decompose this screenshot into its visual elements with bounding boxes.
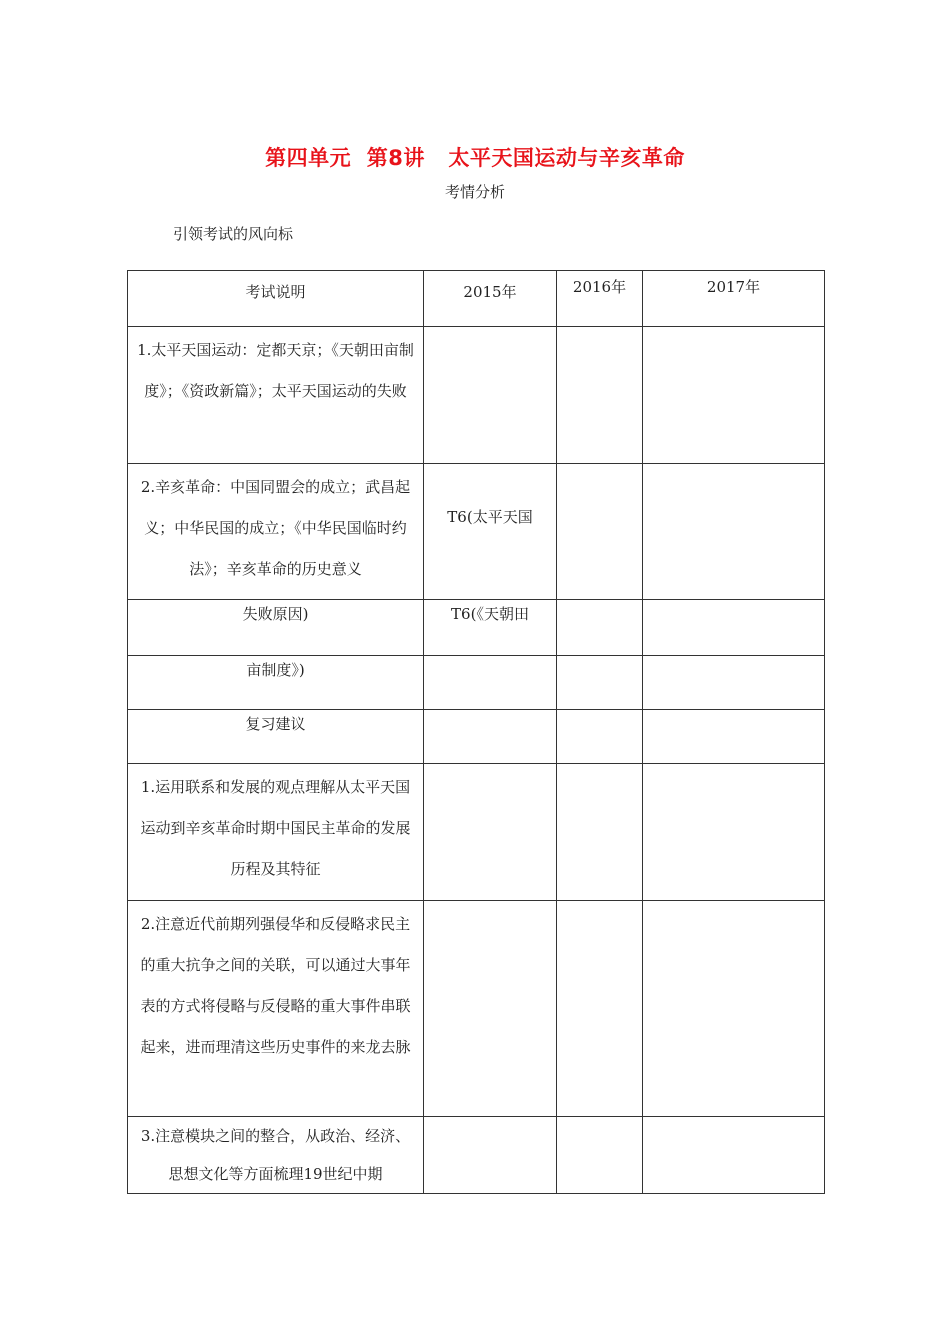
- cell-2015: T6(《天朝田: [451, 605, 529, 623]
- header-year-2017: 2017年: [706, 278, 761, 296]
- table-cell: [128, 1117, 424, 1194]
- table-row: [128, 710, 825, 764]
- table-cell: [557, 764, 643, 901]
- cell-2015: [424, 764, 556, 766]
- cell-2017: [643, 464, 824, 466]
- table-cell: [557, 600, 643, 656]
- header-exam-description: 考试说明: [245, 283, 306, 301]
- table-cell: [424, 656, 557, 710]
- table-cell: [557, 656, 643, 710]
- exam-analysis-table: [127, 270, 825, 1194]
- table-row: [128, 600, 825, 656]
- table-cell: [643, 327, 825, 464]
- document-subtitle: 考情分析: [444, 183, 505, 201]
- cell-2016: [557, 327, 642, 329]
- table-cell: [128, 764, 424, 901]
- table-cell: [643, 710, 825, 764]
- header-year-2016: 2016年: [572, 278, 627, 296]
- cell-2017: [643, 901, 824, 903]
- cell-2015: [424, 901, 556, 903]
- header-cell: [424, 271, 557, 327]
- review-advice-heading: 复习建议: [245, 715, 306, 733]
- cell-2015: T6(太平天国: [447, 508, 533, 526]
- cell-2017: [643, 764, 824, 766]
- table-cell: [128, 901, 424, 1117]
- row-description: 1.太平天国运动：定都天京；《天朝田亩制度》；《资政新篇》；太平天国运动的失败: [137, 341, 414, 400]
- header-cell: [643, 271, 825, 327]
- cell-2016: [557, 464, 642, 466]
- cell-2016: [557, 764, 642, 766]
- cell-2017: [643, 1117, 824, 1119]
- table-cell: [643, 600, 825, 656]
- header-cell: [557, 271, 643, 327]
- table-cell: [557, 710, 643, 764]
- cell-2016: [557, 901, 642, 903]
- section-label: 引领考试的风向标: [173, 225, 294, 243]
- header-cell: [128, 271, 424, 327]
- cell-2016: [557, 1117, 642, 1119]
- table-cell: [643, 464, 825, 600]
- cell-2016: [557, 710, 642, 712]
- cell-2017: [643, 656, 824, 658]
- table-cell: [643, 1117, 825, 1194]
- row-description: 亩制度》): [246, 661, 305, 679]
- table-cell: [424, 327, 557, 464]
- row-description: 失败原因): [242, 605, 309, 623]
- cell-2017: [643, 600, 824, 602]
- table-cell: [557, 901, 643, 1117]
- table-cell: [128, 710, 424, 764]
- table-cell: [557, 327, 643, 464]
- table-header-row: [128, 271, 825, 327]
- table-cell: [643, 901, 825, 1117]
- row-description: 2.注意近代前期列强侵华和反侵略求民主的重大抗争之间的关联，可以通过大事年表的方式将侵略与反侵略的重大事件串联起来，进而理清这些历史事件的来龙去脉: [140, 915, 411, 1056]
- row-description: 2.辛亥革命：中国同盟会的成立；武昌起义；中华民国的成立；《中华民国临时约法》；辛亥革命的历史意义: [140, 478, 411, 578]
- table-cell: [424, 710, 557, 764]
- cell-2015: [424, 656, 556, 658]
- cell-2016: [557, 600, 642, 602]
- table-cell: [557, 1117, 643, 1194]
- table-cell: [128, 327, 424, 464]
- table-cell: [424, 600, 557, 656]
- document-title: 第四单元 第8讲 太平天国运动与辛亥革命: [265, 146, 685, 170]
- table-row: [128, 901, 825, 1117]
- cell-2015: [424, 327, 556, 329]
- table-cell: [424, 464, 557, 600]
- table-cell: [424, 1117, 557, 1194]
- row-description: 3.注意模块之间的整合，从政治、经济、思想文化等方面梳理19世纪中期: [140, 1127, 411, 1183]
- row-description: 1.运用联系和发展的观点理解从太平天国运动到辛亥革命时期中国民主革命的发展历程及其特征: [140, 778, 411, 878]
- cell-2015: [424, 710, 556, 712]
- cell-2015: [424, 1117, 556, 1119]
- table-cell: [557, 464, 643, 600]
- cell-2016: [557, 656, 642, 658]
- table-cell: [128, 464, 424, 600]
- table-cell: [643, 656, 825, 710]
- table-row: [128, 656, 825, 710]
- table-row: [128, 1117, 825, 1194]
- table-cell: [424, 901, 557, 1117]
- cell-2017: [643, 327, 824, 329]
- table-cell: [643, 764, 825, 901]
- table-row: [128, 764, 825, 901]
- header-year-2015: 2015年: [463, 283, 517, 301]
- table-cell: [128, 656, 424, 710]
- table-row: [128, 327, 825, 464]
- table-cell: [424, 764, 557, 901]
- table-row: [128, 464, 825, 600]
- table-cell: [128, 600, 424, 656]
- cell-2017: [643, 710, 824, 712]
